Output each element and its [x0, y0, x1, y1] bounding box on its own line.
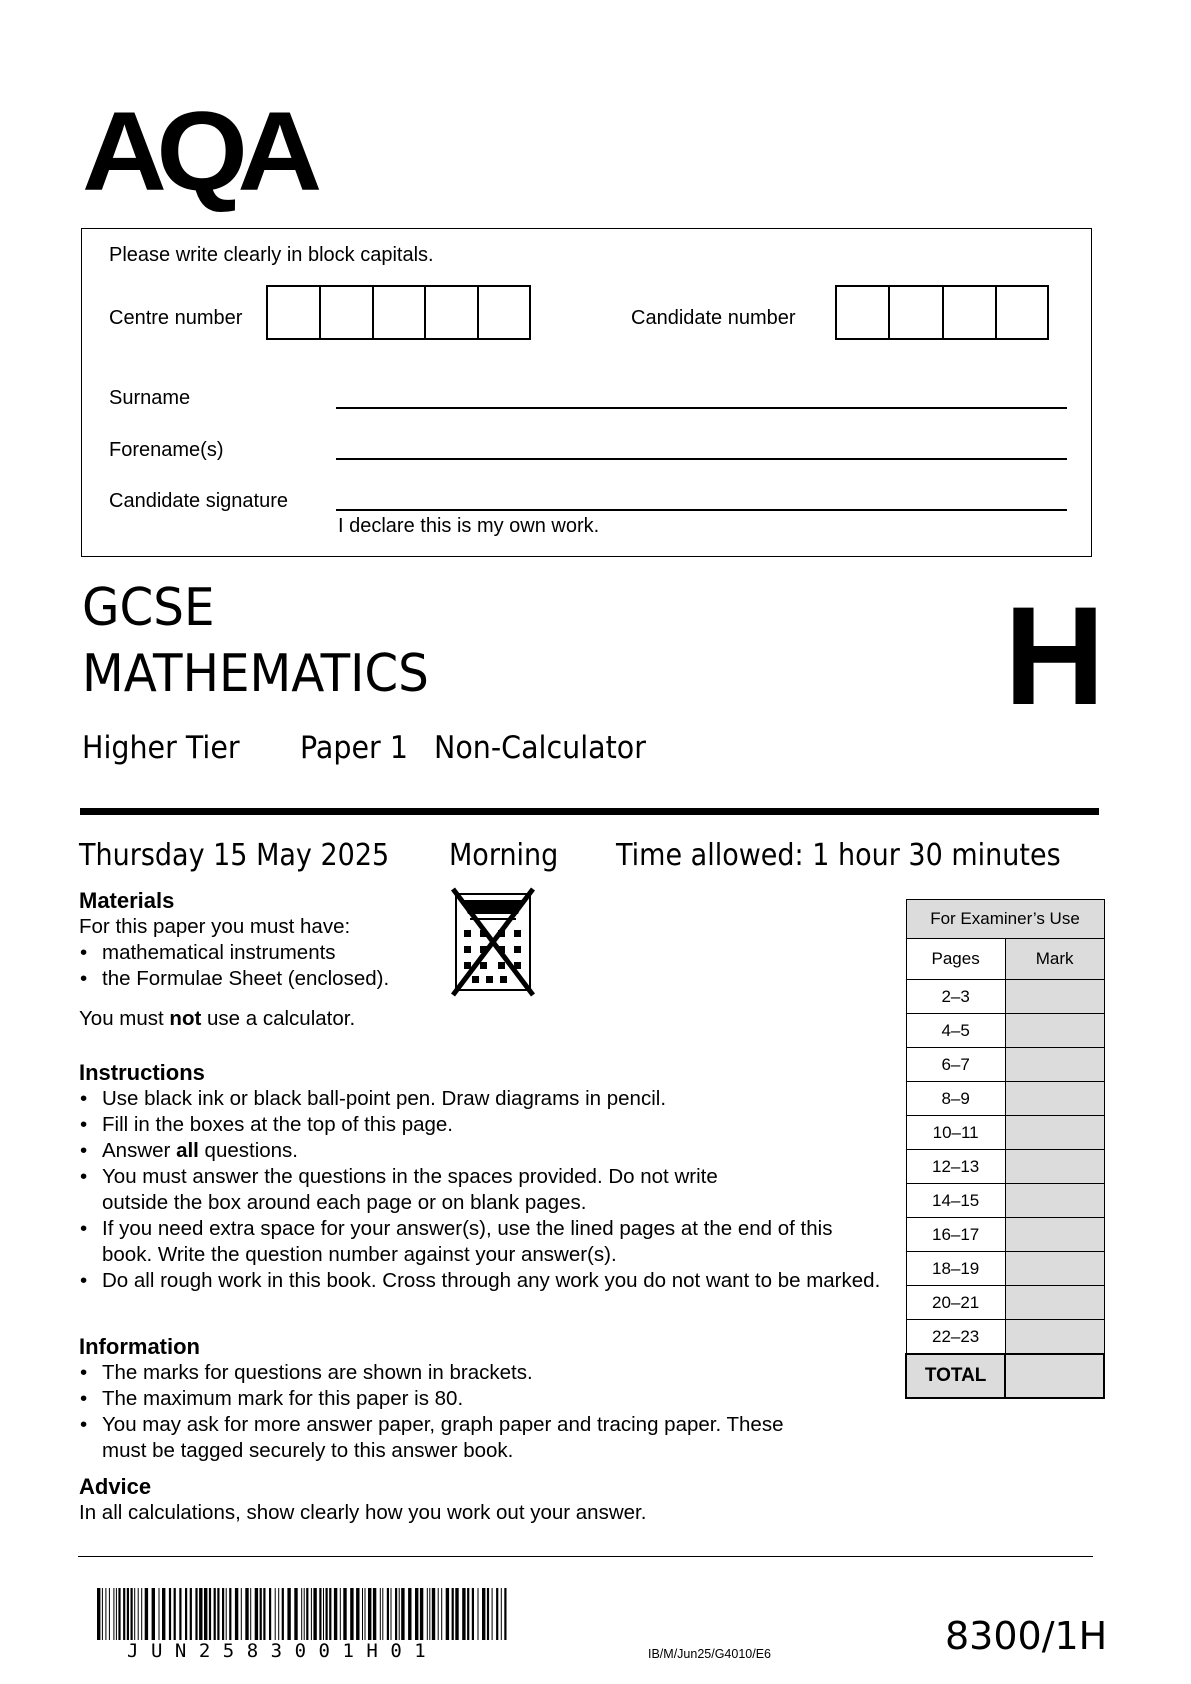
barcode-bar	[145, 1588, 148, 1640]
table-row	[906, 1082, 1104, 1116]
signature-input[interactable]	[336, 482, 1067, 510]
barcode-bar	[391, 1588, 392, 1640]
barcode-bar	[209, 1588, 211, 1640]
barcode-bar	[185, 1588, 187, 1640]
barcode-bar	[190, 1588, 192, 1640]
barcode-bar	[504, 1588, 506, 1640]
mark-cell[interactable]	[1005, 1082, 1104, 1116]
barcode-bar	[275, 1588, 276, 1640]
barcode-bar	[501, 1588, 502, 1640]
candidate-number-digit[interactable]	[944, 287, 997, 338]
barcode-bar	[118, 1588, 120, 1640]
paper-number: Paper 1	[300, 730, 408, 766]
barcode-bar	[382, 1588, 383, 1640]
barcode-bar	[278, 1588, 279, 1640]
list-item: • Fill in the boxes at the top of this page.	[79, 1112, 859, 1138]
list-item: • If you need extra space for your answer(s), use the lined pages at the end of this book. Write the question number against your answer(s).	[79, 1216, 862, 1268]
barcode-bar	[362, 1588, 363, 1640]
pages-cell: 4–5	[906, 1014, 1005, 1048]
candidate-number-digit[interactable]	[837, 287, 890, 338]
table-row	[906, 1048, 1104, 1082]
calculator-note	[79, 1006, 439, 1032]
forenames-input[interactable]	[336, 431, 1067, 459]
total-mark-cell[interactable]	[1005, 1354, 1104, 1398]
barcode-bar	[311, 1588, 312, 1640]
forenames-line	[336, 458, 1067, 460]
mark-cell[interactable]	[1005, 1014, 1104, 1048]
column-header-pages: Pages	[906, 939, 1005, 980]
list-item: • mathematical instruments	[79, 940, 439, 966]
exam-date: Thursday 15 May 2025	[79, 838, 390, 873]
list-item: • The marks for questions are shown in brackets.	[79, 1360, 819, 1386]
barcode-bar	[472, 1588, 474, 1640]
barcode-bar	[438, 1588, 439, 1640]
barcode-bar	[217, 1588, 219, 1640]
barcode-bar	[487, 1588, 489, 1640]
table-row	[906, 1218, 1104, 1252]
information-title: Information	[79, 1334, 200, 1359]
barcode-bar	[97, 1588, 100, 1640]
information-list	[79, 1360, 819, 1464]
footer-divider	[78, 1556, 1093, 1557]
barcode-bar	[134, 1588, 135, 1640]
surname-line	[336, 407, 1067, 409]
pages-cell: 14–15	[906, 1184, 1005, 1218]
barcode-bar	[401, 1588, 404, 1640]
barcode	[97, 1588, 507, 1640]
instruction-emphasis: all	[176, 1139, 199, 1162]
barcode-bar	[229, 1588, 231, 1640]
barcode-bar	[123, 1588, 125, 1640]
table-row	[906, 980, 1104, 1014]
barcode-bar	[294, 1588, 297, 1640]
pages-cell: 10–11	[906, 1116, 1005, 1150]
barcode-bar	[313, 1588, 316, 1640]
barcode-bar	[102, 1588, 103, 1640]
materials-title: Materials	[79, 888, 175, 913]
list-item: • Use black ink or black ball-point pen. Draw diagrams in pencil.	[79, 1086, 859, 1112]
barcode-bar	[263, 1588, 265, 1640]
barcode-bar	[250, 1588, 251, 1640]
barcode-bar	[319, 1588, 321, 1640]
tier-label: Higher Tier	[82, 730, 240, 766]
barcode-bar	[395, 1588, 397, 1640]
signature-label: Candidate signature	[109, 490, 289, 512]
table-row	[906, 1286, 1104, 1320]
mark-cell[interactable]	[1005, 1184, 1104, 1218]
information-section	[79, 1334, 819, 1526]
tier-letter: H	[1004, 577, 1106, 734]
list-item: • Do all rough work in this book. Cross through any work you do not want to be marked.	[79, 1268, 882, 1294]
barcode-bar	[446, 1588, 449, 1640]
barcode-bar	[306, 1588, 308, 1640]
centre-number-digit[interactable]	[374, 287, 427, 338]
barcode-bar	[255, 1588, 258, 1640]
mark-cell[interactable]	[1005, 1320, 1104, 1355]
candidate-number-digit[interactable]	[890, 287, 943, 338]
reference-code: IB/M/Jun25/G4010/E6	[648, 1647, 771, 1661]
list-item: • You may ask for more answer paper, graph paper and tracing paper. These must be tagged securely to this answer book.	[79, 1412, 802, 1464]
paper-code: 8300/1H	[945, 1614, 1108, 1658]
barcode-bar	[179, 1588, 181, 1640]
mark-cell[interactable]	[1005, 1116, 1104, 1150]
barcode-bar	[162, 1588, 165, 1640]
mark-cell[interactable]	[1005, 1286, 1104, 1320]
list-item: • The maximum mark for this paper is 80.	[79, 1386, 819, 1412]
barcode-bar	[455, 1588, 458, 1640]
barcode-bar	[226, 1588, 227, 1640]
barcode-bar	[415, 1588, 418, 1640]
list-item	[79, 1138, 859, 1164]
examiner-table-title: For Examiner’s Use	[906, 900, 1104, 939]
barcode-bar	[452, 1588, 454, 1640]
barcode-bar	[427, 1588, 428, 1640]
centre-number-digit[interactable]	[321, 287, 374, 338]
subject-title: MATHEMATICS	[82, 644, 429, 704]
centre-number-field[interactable]	[266, 285, 531, 340]
barcode-bar	[105, 1588, 106, 1640]
barcode-bar	[356, 1588, 359, 1640]
pages-cell: 12–13	[906, 1150, 1005, 1184]
table-row	[906, 1184, 1104, 1218]
barcode-bar	[241, 1588, 242, 1640]
materials-list	[79, 940, 439, 992]
pages-cell: 16–17	[906, 1218, 1005, 1252]
pages-cell: 22–23	[906, 1320, 1005, 1355]
list-item: • You must answer the questions in the spaces provided. Do not write outside the box around each page or on blank pages.	[79, 1164, 742, 1216]
barcode-bar	[235, 1588, 238, 1640]
barcode-bar	[326, 1588, 328, 1640]
barcode-bar	[222, 1588, 224, 1640]
table-row	[906, 1014, 1104, 1048]
centre-number-label: Centre number	[109, 307, 243, 329]
barcode-bar	[245, 1588, 248, 1640]
time-allowed: Time allowed: 1 hour 30 minutes	[616, 838, 1061, 873]
barcode-bar	[174, 1588, 176, 1640]
surname-input[interactable]	[336, 379, 1067, 407]
no-calculator-icon	[450, 886, 536, 998]
barcode-bar	[169, 1588, 171, 1640]
barcode-bar	[462, 1588, 465, 1640]
candidate-number-label: Candidate number	[631, 307, 796, 329]
table-row	[906, 1252, 1104, 1286]
mark-cell[interactable]	[1005, 980, 1104, 1014]
candidate-number-digit[interactable]	[997, 287, 1047, 338]
mark-cell[interactable]	[1005, 1252, 1104, 1286]
barcode-bar	[467, 1588, 469, 1640]
examiner-use-table	[905, 899, 1105, 1399]
barcode-bar	[127, 1588, 129, 1640]
barcode-bar	[152, 1588, 155, 1640]
barcode-bar	[420, 1588, 423, 1640]
surname-label: Surname	[109, 387, 191, 409]
calculator-note-text: You must	[79, 1007, 170, 1030]
instruction-text: questions.	[198, 1139, 299, 1162]
pages-cell: 6–7	[906, 1048, 1005, 1082]
materials-section	[79, 888, 439, 1032]
aqa-logo: AQA	[82, 89, 312, 214]
advice-title: Advice	[79, 1474, 152, 1499]
barcode-bar	[478, 1588, 479, 1640]
barcode-bar	[340, 1588, 341, 1640]
total-label: TOTAL	[906, 1354, 1005, 1398]
table-row	[906, 1320, 1104, 1355]
barcode-bar	[334, 1588, 337, 1640]
barcode-bar	[109, 1588, 110, 1640]
pages-cell: 2–3	[906, 980, 1005, 1014]
exam-session: Morning	[449, 838, 559, 873]
barcode-bar	[260, 1588, 262, 1640]
barcode-bar	[399, 1588, 400, 1640]
forenames-label: Forename(s)	[109, 439, 224, 461]
barcode-bar	[116, 1588, 117, 1640]
barcode-bar	[368, 1588, 371, 1640]
candidate-number-field[interactable]	[835, 285, 1049, 340]
barcode-bar	[408, 1588, 411, 1640]
barcode-bar	[282, 1588, 284, 1640]
signature-line	[336, 509, 1067, 511]
mark-cell[interactable]	[1005, 1048, 1104, 1082]
calculator-note-text: use a calculator.	[201, 1007, 356, 1030]
candidate-details-box	[81, 228, 1092, 557]
barcode-bar	[195, 1588, 197, 1640]
centre-number-digit[interactable]	[479, 287, 529, 338]
barcode-bar	[131, 1588, 133, 1640]
barcode-bar	[432, 1588, 435, 1640]
barcode-bar	[329, 1588, 331, 1640]
pages-cell: 20–21	[906, 1286, 1005, 1320]
qualification-title: GCSE	[82, 578, 215, 638]
instructions-title: Instructions	[79, 1060, 205, 1085]
barcode-bar	[204, 1588, 207, 1640]
list-item: • the Formulae Sheet (enclosed).	[79, 966, 439, 992]
column-header-mark: Mark	[1005, 939, 1104, 980]
centre-number-digit[interactable]	[268, 287, 321, 338]
barcode-bar	[138, 1588, 139, 1640]
instruction-text: Answer	[102, 1139, 177, 1162]
advice-text: In all calculations, show clearly how you work out your answer.	[79, 1501, 647, 1524]
calculator-note-emphasis: not	[169, 1007, 202, 1030]
barcode-bar	[429, 1588, 430, 1640]
block-capitals-instruction: Please write clearly in block capitals.	[109, 244, 434, 266]
barcode-bar	[373, 1588, 376, 1640]
paper-type: Non-Calculator	[434, 730, 646, 766]
barcode-bar	[304, 1588, 305, 1640]
centre-number-digit[interactable]	[426, 287, 479, 338]
barcode-bar	[387, 1588, 389, 1640]
materials-intro: For this paper you must have:	[79, 915, 351, 938]
instructions-section	[79, 1060, 881, 1294]
barcode-bar	[441, 1588, 442, 1640]
barcode-bar	[301, 1588, 302, 1640]
barcode-bar	[323, 1588, 324, 1640]
table-row	[906, 1116, 1104, 1150]
barcode-bar	[113, 1588, 114, 1640]
barcode-bar	[159, 1588, 160, 1640]
barcode-bar	[343, 1588, 346, 1640]
section-divider	[80, 808, 1099, 815]
instructions-list	[79, 1086, 881, 1294]
mark-cell[interactable]	[1005, 1150, 1104, 1184]
table-row	[906, 1150, 1104, 1184]
total-row	[906, 1354, 1104, 1398]
barcode-text: JUN2583001H01	[127, 1640, 439, 1662]
barcode-bar	[380, 1588, 381, 1640]
barcode-bar	[365, 1588, 366, 1640]
barcode-bar	[482, 1588, 485, 1640]
barcode-bar	[350, 1588, 353, 1640]
barcode-bar	[496, 1588, 498, 1640]
barcode-bar	[141, 1588, 142, 1640]
declaration-text: I declare this is my own work.	[338, 515, 600, 537]
mark-cell[interactable]	[1005, 1218, 1104, 1252]
barcode-bar	[287, 1588, 290, 1640]
pages-cell: 18–19	[906, 1252, 1005, 1286]
barcode-bar	[199, 1588, 202, 1640]
pages-cell: 8–9	[906, 1082, 1005, 1116]
barcode-bar	[492, 1588, 493, 1640]
barcode-bar	[269, 1588, 271, 1640]
barcode-bar	[214, 1588, 216, 1640]
